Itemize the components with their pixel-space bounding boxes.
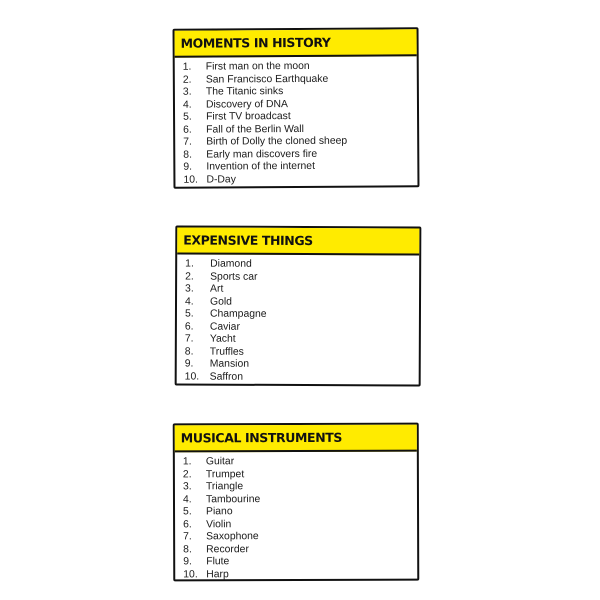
item-number: 8. <box>184 346 194 358</box>
item-text: Guitar <box>205 456 235 468</box>
item-number: 3. <box>185 283 194 295</box>
card-list <box>175 56 418 186</box>
item-number: 7. <box>183 531 192 543</box>
item-number: 2. <box>182 74 192 86</box>
list-item <box>183 543 417 556</box>
item-text: Diamond <box>210 258 252 270</box>
item-number: 7. <box>183 136 192 148</box>
item-text: Invention of the internet <box>206 160 315 173</box>
item-text: First TV broadcast <box>206 111 291 123</box>
list-item <box>183 493 417 506</box>
item-text: Harp <box>206 568 229 580</box>
list-item <box>185 284 419 298</box>
list-item <box>183 456 417 469</box>
item-text: Saxophone <box>206 531 259 543</box>
card-title: MOMENTS IN HISTORY <box>175 29 417 57</box>
item-number: 1. <box>185 258 194 270</box>
list-item <box>185 334 419 348</box>
card-title: EXPENSIVE THINGS <box>177 227 419 255</box>
item-number: 10. <box>183 568 198 580</box>
item-number: 6. <box>184 321 194 333</box>
list-item <box>183 518 417 531</box>
item-number: 3. <box>182 481 192 493</box>
item-number: 9. <box>184 358 194 370</box>
list-item <box>185 271 419 285</box>
item-number: 4. <box>182 493 192 505</box>
item-text: Tambourine <box>205 493 261 505</box>
item-text: Recorder <box>206 543 249 555</box>
list-item <box>183 506 417 519</box>
item-text: San Francisco Earthquake <box>205 73 329 86</box>
item-number: 8. <box>183 543 192 555</box>
item-number: 6. <box>183 124 192 136</box>
card-musical-instruments <box>173 423 420 582</box>
item-text: Triangle <box>205 481 244 493</box>
item-text: Fall of the Berlin Wall <box>206 123 304 136</box>
item-text: Violin <box>206 518 232 530</box>
list-item <box>185 309 419 323</box>
item-text: Discovery of DNA <box>205 98 289 111</box>
item-number: 1. <box>182 61 192 73</box>
item-number: 2. <box>185 271 194 283</box>
item-number: 10. <box>183 174 198 186</box>
list-item <box>183 556 417 569</box>
card-expensive-things <box>175 225 422 386</box>
item-text: Sports car <box>210 271 258 283</box>
item-text: Truffles <box>209 346 244 358</box>
item-text: Mansion <box>209 358 250 370</box>
item-number: 8. <box>183 149 192 161</box>
item-text: First man on the moon <box>205 60 310 73</box>
list-item <box>185 296 419 310</box>
item-text: Trumpet <box>205 468 245 480</box>
card-list <box>175 452 417 582</box>
item-text: Caviar <box>209 321 240 333</box>
item-text: D-Day <box>206 173 236 186</box>
item-text: Gold <box>209 296 232 308</box>
list-item <box>185 259 419 273</box>
item-text: Art <box>210 283 224 295</box>
item-number: 1. <box>182 456 192 468</box>
item-text: Early man discovers fire <box>206 148 318 161</box>
item-number: 3. <box>182 86 192 98</box>
card-title: MUSICAL INSTRUMENTS <box>175 425 417 453</box>
item-number: 4. <box>182 99 192 111</box>
item-text: The Titanic sinks <box>205 86 284 98</box>
list-item <box>183 468 417 481</box>
item-text: Saffron <box>209 371 244 383</box>
item-text: Piano <box>206 506 233 518</box>
list-item <box>183 481 417 494</box>
list-item <box>185 346 419 360</box>
item-number: 7. <box>184 333 194 345</box>
item-number: 10. <box>184 371 200 383</box>
item-number: 9. <box>183 161 193 173</box>
item-text: Champagne <box>209 308 267 320</box>
item-number: 9. <box>183 556 192 568</box>
list-item <box>183 568 417 581</box>
card-moments-in-history <box>173 27 420 188</box>
item-number: 4. <box>184 296 194 308</box>
item-number: 5. <box>183 111 192 123</box>
item-text: Birth of Dolly the cloned sheep <box>206 135 348 148</box>
list-item <box>185 359 419 373</box>
item-text: Flute <box>206 556 230 568</box>
item-number: 6. <box>183 518 192 530</box>
list-item <box>185 371 419 385</box>
list-item <box>183 531 417 544</box>
item-text: Yacht <box>209 333 236 345</box>
card-list <box>177 254 420 384</box>
item-number: 2. <box>182 468 192 480</box>
item-number: 5. <box>183 506 192 518</box>
list-item <box>183 173 417 187</box>
list-item <box>185 321 419 335</box>
item-number: 5. <box>184 308 194 320</box>
